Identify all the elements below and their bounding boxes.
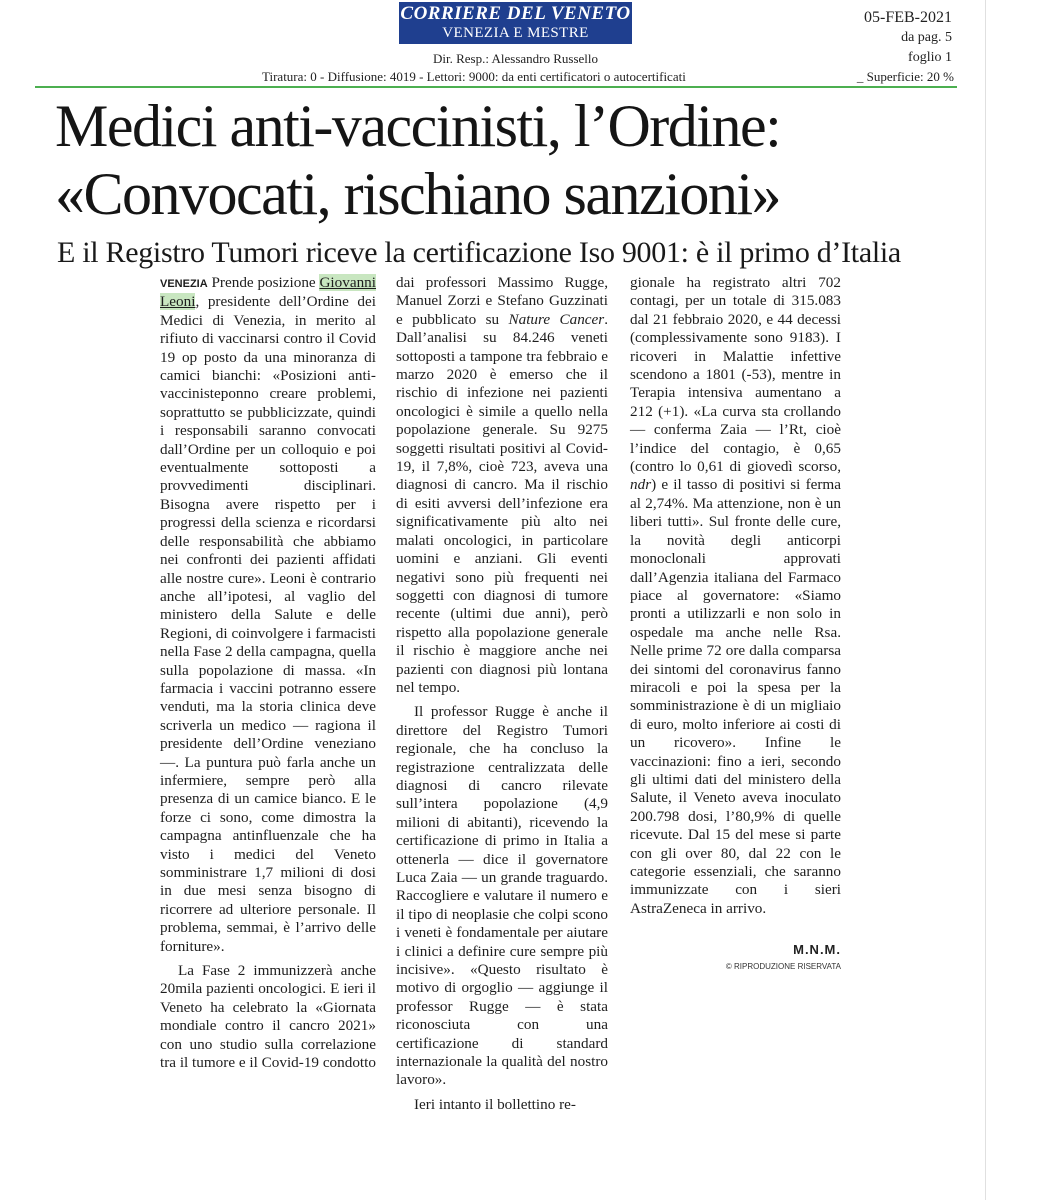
article-headline xyxy=(55,92,955,228)
col2-text-b: . Dall’analisi su 84.246 veneti sottoposti a tampone tra febbraio e marzo 2020 è emerso che il rischio di infezione nei pazienti oncologici è simile a quello nella popolazione generale. Su 9275 soggetti risultati positivi al Covid-19, il 7,8%, cioè 723, aveva una diagnosi di cancro. Ma il rischio di esiti avversi dell’infezione era significativamente più alto nei malati oncologici, in particolare uomini e anziani. Gli eventi negativi sono più frequenti nei soggetti con diagnosi di tumore recente (ultimi due anni), però rispetto alla popolazione generale il rischio è maggiore anche nei pazienti con diagnosi più lontana nel tempo. xyxy=(396,310,608,696)
newspaper-masthead xyxy=(399,2,632,44)
highlighted-name-first: Giovanni xyxy=(319,274,376,291)
page-edge-rule xyxy=(985,0,986,1200)
copyright-notice: © RIPRODUZIONE RISERVATA xyxy=(725,962,841,971)
circulation-line: Tiratura: 0 - Diffusione: 4019 - Lettori: 9000: da enti certificatori o autocertificati xyxy=(262,69,686,84)
page-reference: da pag. 5 xyxy=(901,30,952,45)
column-2-paragraph-3: Ieri intanto il bollettino re- xyxy=(414,1095,576,1113)
col1-paragraph-rest: , presidente dell’Ordine dei Medici di Venezia, in merito al rifiuto di vaccinarsi contro il Covid 19 op posto da una minoranza di camici bianchi: «Posizioni anti-vaccinisteponno creare problemi, soprattutto se pubblicizzate, quindi i responsabili saranno convocati dall’Ordine per un colloquio e poi eventualmente sottoposti a provvedimenti disciplinari. Bisogna avere rispetto per i progressi della scienza e ricordarsi delle responsabilità che abbiamo nei confronti dei pazienti affidati alle nostre cure». Leoni è contrario anche all’ipotesi, al vaglio del ministero della Salute e delle Regioni, di coinvolgere i farmacisti nella Fase 2 della campagna, quella sulla popolazione di massa. «In farmacia i vaccini potranno essere venduti, ma la storia clinica deve scriverla un medico — ragiona il presidente dell’Ordine veneziano —. La puntura può farla anche un infermiere, sempre però alla presenza di un camice bianco. E le forze ci sono, come dimostra la campagna antinfluenzale che ha visto i medici del Veneto somministrare 1,7 milioni di dosi in due mesi senza bisogno di ricorrere ad ulteriore personale. Il problema, semmai, è l’arrivo delle forniture». xyxy=(160,293,376,955)
article-column-1 xyxy=(160,274,376,1076)
article-column-2 xyxy=(396,274,608,1118)
director-line: Dir. Resp.: Alessandro Russello xyxy=(432,51,599,66)
column-3-paragraph-1 xyxy=(630,274,841,918)
col1-lead: Prende posizione xyxy=(207,274,320,291)
col2-text-a: dai professori Massimo Rugge, Manuel Zorzi e Stefano Guzzinati e pubblicato su xyxy=(396,274,608,328)
publication-date: 05-FEB-2021 xyxy=(864,9,952,26)
journal-name: Nature Cancer xyxy=(508,310,605,328)
sheet-reference: foglio 1 xyxy=(908,50,952,65)
highlighted-name-last: Leoni xyxy=(160,293,196,311)
editor-note: ndr xyxy=(630,476,652,494)
headline-line-2: «Convocati, rischiano sanzioni» xyxy=(55,161,781,227)
column-2-paragraph-1 xyxy=(396,274,608,697)
header-rule xyxy=(35,86,957,88)
column-2-paragraph-2: Il professor Rugge è anche il direttore del Registro Tumori regionale, che ha concluso la registrazione centralizzata delle diagnosi di cancro rilevate sull’intera popolazione (4,9 milioni di abitanti), ricevendo la certificazione di primo in Italia a ottenerla — dice il governatore Luca Zaia — un grande traguardo. Raccogliere e valutare il numero e il tipo di neoplasie che colpi scono i veneti è fondamentale per aiutare i clinici a definire cure sempre più incisive». «Questo risultato è motivo di orgoglio — aggiunge il professor Rugge — è stata riconosciuta con una certificazione di standard internazionale la qualità del nostro lavoro». xyxy=(396,703,608,1089)
article-subheadline: E il Registro Tumori riceve la certificazione Iso 9001: è il primo d’Italia xyxy=(57,236,901,269)
surface-percentage: _ Superficie: 20 % xyxy=(856,69,954,84)
newspaper-edition: VENEZIA E MESTRE xyxy=(442,25,589,41)
column-1-paragraph-1 xyxy=(160,274,376,956)
column-1-paragraph-2: La Fase 2 immunizzerà anche 20mila pazienti oncologici. E ieri il Veneto ha celebrato la «Giornata mondiale contro il cancro 2021» con uno studio sulla correlazione tra il tumore e il Covid-19 condotto xyxy=(160,962,376,1072)
author-signature: M.N.M. xyxy=(793,942,841,957)
dateline-kicker: VENEZIA xyxy=(160,278,208,290)
article-column-3 xyxy=(630,274,841,922)
clipping-meta xyxy=(864,8,952,68)
newspaper-name: CORRIERE DEL VENETO xyxy=(400,3,631,24)
col3-text-a: gionale ha registrato altri 702 contagi, per un totale di 315.083 dal 21 febbraio 2020, e 44 decessi (complessivamente sono 9183). I ricoveri in Malattie infettive scendono a 1801 (-53), mentre in Terapia intensiva aumentano a 212 (+1). «La curva sta crollando — conferma Zaia — l’Rt, cioè l’indice del contagio, è 0,65 (contro lo 0,61 di giovedì scorso, xyxy=(630,274,841,476)
col3-text-b: ) e il tasso di positivi si ferma al 2,74%. Ma attenzione, non è un liberi tutti». Sul fronte delle cure, la novità degli anticorpi monoclonali approvati dall’Agenzia italiana del Farmaco piace al governatore: «Siamo pronti a utilizzarli e non solo in ospedale ma anche nelle Rsa. Nelle prime 72 ore dalla comparsa dei sintomi del coronavirus fanno miracoli e poi la spesa per la somministrazione è di un migliaio di euro, molto inferiore ai costi di un ricovero». Infine le vaccinazioni: fino a ieri, secondo gli ultimi dati del ministero della Salute, il Veneto aveva inoculato 200.798 dosi, l’80,9% di quelle ricevute. Dal 15 del mese si parte con gli over 80, dal 22 con le categorie essenziali, che saranno immunizzate con i sieri AstraZeneca in arrivo. xyxy=(630,476,841,917)
headline-line-1: Medici anti-vaccinisti, l’Ordine: xyxy=(55,93,781,159)
